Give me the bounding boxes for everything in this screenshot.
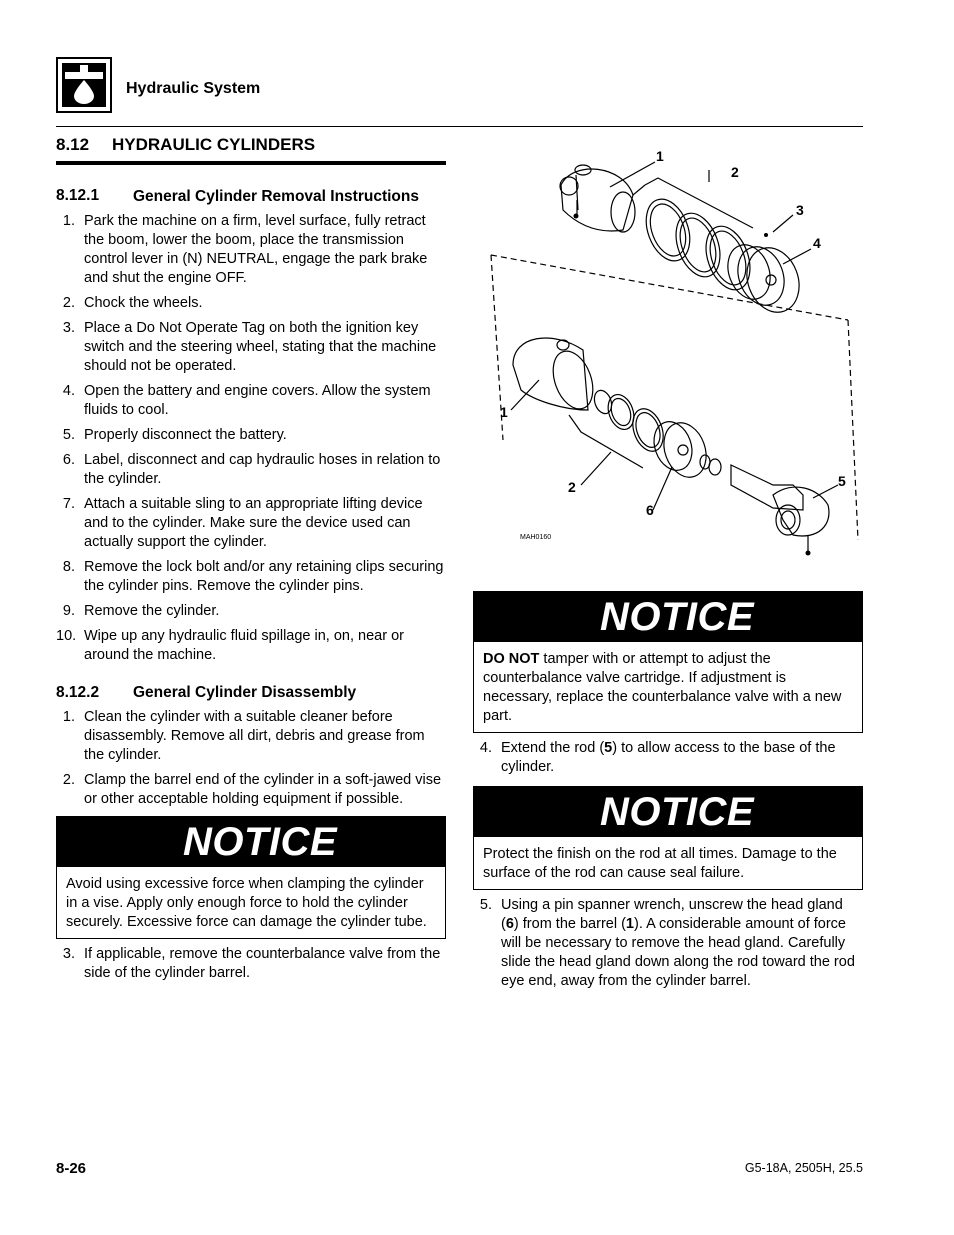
step-number: 9. [62,603,75,619]
subsection-title-text: General Cylinder Disassembly [133,684,357,701]
step-number: 5. [479,897,492,913]
list-item [56,495,446,552]
step-text: Place a Do Not Operate Tag on both the ignition key switch and the steering wheel, stating that the machine should not be operated. [84,320,437,374]
callout-label: 6 [646,502,654,518]
step-text: Open the battery and engine covers. Allow the system fluids to cool. [84,383,431,418]
subsection-number: 8.12.1 [56,187,100,204]
step-text: Using a pin spanner wrench, unscrew the head gland (6) from the barrel (1). A considerable amount of force will be necessary to remove the head gland. Carefully slide the head gland down along the rod toward the rod eye end, away from the cylinder barrel. [501,897,855,989]
step-number: 7. [62,496,75,512]
step-number: 4. [479,740,492,756]
step-text: Remove the lock bolt and/or any retaining clips securing the cylinder pins. Remove the cylinder pins. [84,559,444,594]
callout-label: 1 [500,404,508,420]
section-number: 8.12 [56,135,90,154]
notice-heading: NOTICE [57,817,445,867]
subsection-number: 8.12.2 [56,684,100,701]
notice-text [474,642,862,732]
list-item [56,558,446,596]
notice-box-rod-finish [473,786,863,890]
disassembly-steps-list [56,708,446,809]
notice-box-counterbalance [473,591,863,733]
step-number: 6. [62,452,75,468]
right-column [473,591,863,991]
disassembly-steps-step5 [473,896,863,991]
notice-text: Protect the finish on the rod at all times. Damage to the surface of the rod can cause seal failure. [483,846,837,881]
disassembly-steps-continued [56,945,446,983]
callout-label: 1 [656,148,664,164]
step-number: 2. [62,772,75,788]
step-text: Label, disconnect and cap hydraulic hoses in relation to the cylinder. [84,452,441,487]
notice-heading: NOTICE [474,787,862,837]
callout-label: 3 [796,202,804,218]
notice-bold-text: DO NOT [483,651,540,667]
list-item [56,426,446,445]
cylinder-exploded-diagram [473,140,863,570]
step-number: 5. [62,427,75,443]
left-column [56,135,446,983]
list-item [56,771,446,809]
subsection-title-disassembly [56,684,446,702]
document-code: G5-18A, 2505H, 25.5 [744,1161,863,1175]
step-number: 1. [62,709,75,725]
notice-body-text: tamper with or attempt to adjust the counterbalance valve cartridge. If adjustment is necessary, replace the counterbalance valve with a new part. [483,651,842,724]
step-text: Clamp the barrel end of the cylinder in a soft-jawed vise or other acceptable holding equipment if possible. [84,772,442,807]
header-title: Hydraulic System [126,80,261,97]
step-text: Park the machine on a firm, level surface, fully retract the boom, lower the boom, place the transmission control lever in (N) NEUTRAL, engage the park brake and shut the engine OFF. [84,213,428,286]
notice-heading: NOTICE [474,592,862,642]
list-item [56,212,446,288]
step-number: 3. [62,320,75,336]
step-number: 1. [62,213,75,229]
step-text: Extend the rod (5) to allow access to the base of the cylinder. [501,740,836,775]
list-item [56,602,446,621]
step-text: Chock the wheels. [84,295,203,311]
list-item [473,739,863,777]
callout-label: 4 [813,235,821,251]
notice-box-clamping [56,816,446,939]
section-title-text: HYDRAULIC CYLINDERS [112,135,316,154]
subsection-title-text: General Cylinder Removal Instructions [133,188,419,205]
step-number: 8. [62,559,75,575]
step-text: Clean the cylinder with a suitable cleaner before disassembly. Remove all dirt, debris and grease from the cylinder. [84,709,425,763]
step-text: Attach a suitable sling to an appropriate lifting device and to the cylinder. Make sure the device used can actually support the cylinder. [84,496,423,550]
list-item [56,294,446,313]
step-number: 4. [62,383,75,399]
callout-label: 5 [838,473,846,489]
list-item [56,627,446,665]
step-text: Properly disconnect the battery. [84,427,287,443]
cylinder-diagram-drawing [473,140,863,570]
step-number: 10. [56,628,77,644]
list-item [56,945,446,983]
section-title [56,135,446,165]
disassembly-steps-step4 [473,739,863,777]
header-rule [56,126,863,127]
callout-label: 2 [568,479,576,495]
step-number: 3. [62,946,75,962]
step-text: If applicable, remove the counterbalance valve from the side of the cylinder barrel. [84,946,441,981]
subsection-title-removal [56,187,446,206]
step-text: Remove the cylinder. [84,603,220,619]
step-text: Wipe up any hydraulic fluid spillage in, on, near or around the machine. [84,628,404,663]
step-number: 2. [62,295,75,311]
removal-steps-list [56,212,446,665]
hydraulic-system-icon [56,57,112,113]
list-item [56,451,446,489]
page-number: 8-26 [56,1160,87,1177]
list-item [56,708,446,765]
list-item [56,319,446,376]
figure-code: MAH0160 [520,534,552,541]
list-item [56,382,446,420]
callout-label: 2 [731,164,739,180]
notice-text: Avoid using excessive force when clamping the cylinder in a vise. Apply only enough force to hold the cylinder securely. Excessive force can damage the cylinder tube. [66,876,427,930]
list-item [473,896,863,991]
